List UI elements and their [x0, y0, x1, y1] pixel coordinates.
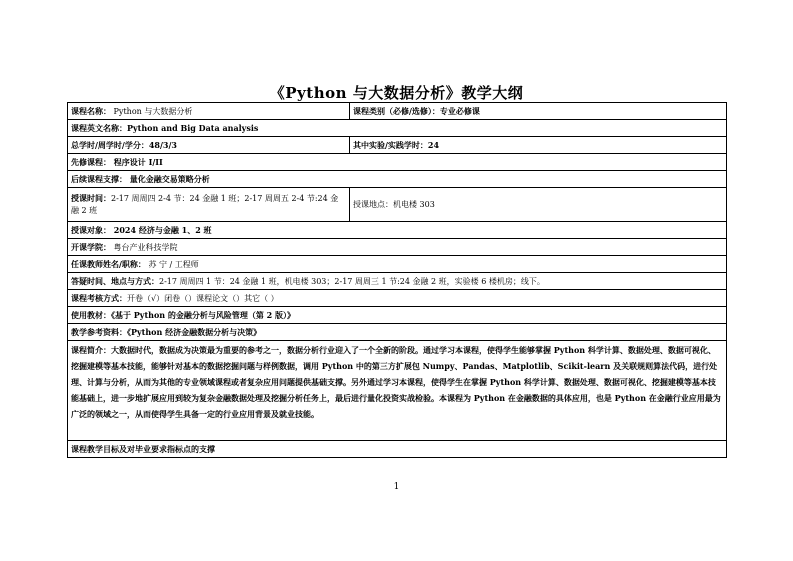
- table-row: [68, 154, 727, 171]
- objectives-cell: [68, 441, 727, 458]
- assessment-value: 开卷（√）闭卷（）课程论文（）其它（ ）: [127, 293, 279, 303]
- table-row: [68, 222, 727, 239]
- field-label: 课程简介：: [71, 345, 111, 355]
- course-type-cell: [350, 103, 727, 120]
- table-row: [68, 324, 727, 341]
- course-type-value: 专业必修课: [439, 106, 480, 116]
- field-label: 任课教师姓名/职称：: [71, 258, 146, 269]
- prerequisite-cell: [68, 154, 727, 171]
- textbook-value: 《基于 Python 的金融分析与风险管理（第 2 版）》: [111, 310, 296, 320]
- syllabus-table: [67, 102, 727, 458]
- teaching-place-value: 机电楼 303: [393, 199, 435, 209]
- table-row: [68, 171, 727, 188]
- teacher-cell: [68, 256, 727, 273]
- intro-value: 大数据时代，数据成为决策最为重要的参考之一，数据分析行业迎入了一个全新的阶段。通过学习本课程，使得学生能够掌握 Python 科学计算、数据处理、数据可视化、挖掘建模等基本技能，能够针对基本的数据挖掘问题与样例数据，调用 Python 中的第三方扩展包 Numpy、Pandas、Matplotlib、Scikit-learn 及关联规则算法代码，进行处理、计算与分析，从而为其他的专业领域课程或者复杂应用问题提供基础支撑。另外通过学习本课程，使得学生在掌握 Python 科学计算、数据处理、数据可视化、挖掘建模等基本技能基础上，进一步地扩展应用到较为复杂金融数据处理及挖掘分析任务上，最后进行量化投资实战检验。本课程为 Python 在金融数据的具体应用，也是 Python 在金融行业应用最为广泛的领域之一，从而使得学生具备一定的行业应用背景及就业技能。: [71, 345, 721, 419]
- field-label: 授课对象：: [71, 225, 111, 235]
- target-cell: [68, 222, 727, 239]
- field-label: 教学参考资料：: [71, 327, 127, 337]
- course-name-value: Python 与大数据分析: [113, 106, 193, 116]
- section-heading: 课程教学目标及对毕业要求指标点的支撑: [71, 444, 215, 454]
- field-label: 课程类别（必修/选修）：: [353, 106, 440, 116]
- follow-up-cell: [68, 171, 727, 188]
- table-row: [68, 273, 727, 290]
- field-label: 先修课程：: [71, 157, 111, 167]
- teacher-value: 苏 宁 / 工程师: [148, 259, 199, 269]
- reference-cell: [68, 324, 727, 341]
- table-row: [68, 120, 727, 137]
- assessment-cell: [68, 290, 727, 307]
- field-label: 使用教材：: [71, 310, 111, 320]
- field-label: 后续课程支撑：: [71, 174, 127, 184]
- lab-hours-cell: [350, 137, 727, 154]
- field-label: 课程考核方式：: [71, 292, 127, 303]
- hours-value: 48/3/3: [148, 140, 177, 150]
- table-row: [68, 441, 727, 458]
- english-name-value: Python and Big Data analysis: [127, 123, 259, 133]
- teaching-time-cell: [68, 188, 350, 222]
- lab-hours-value: 24: [427, 140, 440, 150]
- hours-cell: [68, 137, 350, 154]
- teaching-place-cell: [350, 188, 727, 222]
- follow-up-value: 量化金融交易策略分析: [129, 174, 210, 184]
- table-row: [68, 103, 727, 120]
- field-label: 总学时/周学时/学分：: [71, 140, 149, 150]
- qa-cell: [68, 273, 727, 290]
- page-number: 1: [393, 482, 400, 492]
- field-label: 答疑时间、地点与方式：: [71, 275, 159, 286]
- target-value: 2024 经济与金融 1、2 班: [113, 225, 212, 235]
- field-label: 课程英文名称：: [71, 123, 127, 133]
- qa-value: 2-17 周周四 1 节：24 金融 1 班，机电楼 303；2-17 周周三 1 节:24 金融 2 班，实验楼 6 楼机房；线下。: [159, 276, 545, 286]
- reference-value: 《Python 经济金融数据分析与决策》: [127, 327, 262, 337]
- table-row: [68, 137, 727, 154]
- field-label: 其中实验/实践学时：: [353, 140, 428, 150]
- table-row: [68, 256, 727, 273]
- table-row: [68, 307, 727, 324]
- table-row: [68, 290, 727, 307]
- prerequisite-value: 程序设计 I/II: [113, 157, 163, 167]
- teaching-time-value: 2-17 周周四 2-4 节：24 金融 1 班；2-17 周周五 2-4 节:24 金融 2 班: [71, 194, 339, 215]
- school-value: 粤台产业科技学院: [113, 242, 178, 252]
- document-title: 《Python 与大数据分析》教学大纲: [269, 84, 524, 102]
- school-cell: [68, 239, 727, 256]
- field-label: 课程名称：: [71, 105, 111, 116]
- course-name-cell: [68, 103, 350, 120]
- table-row: [68, 341, 727, 441]
- field-label: 授课时间：: [71, 193, 111, 203]
- field-label: 开课学院：: [71, 241, 111, 252]
- textbook-cell: [68, 307, 727, 324]
- table-row: [68, 239, 727, 256]
- intro-cell: [68, 341, 727, 441]
- english-name-cell: [68, 120, 727, 137]
- table-row: [68, 188, 727, 222]
- field-label: 授课地点：: [353, 199, 393, 209]
